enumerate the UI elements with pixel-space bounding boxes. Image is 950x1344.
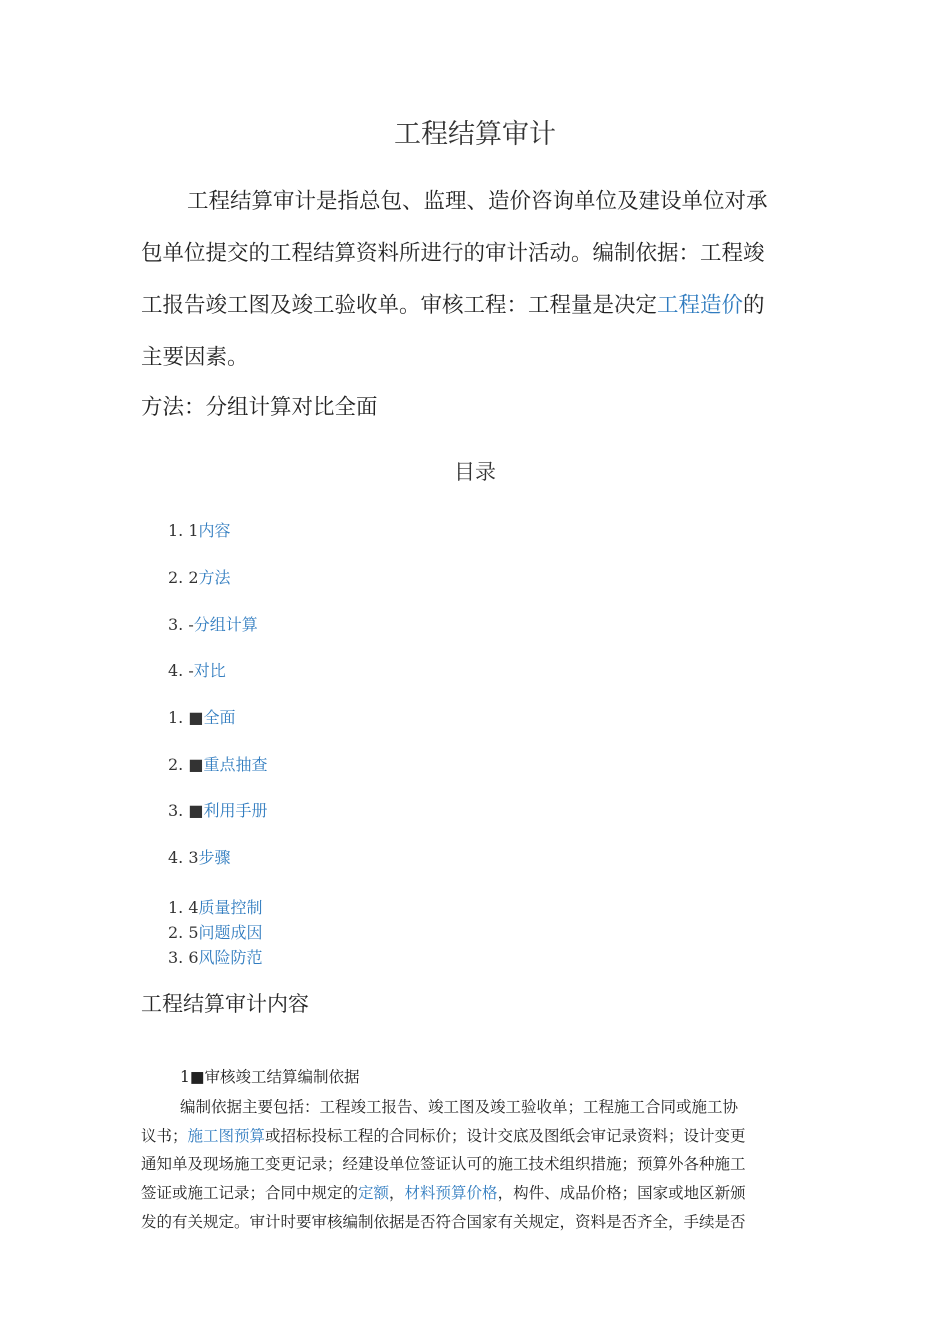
page-title: 工程结算审计 — [394, 119, 556, 150]
toc-item[interactable]: 1. 4质量控制 — [168, 898, 263, 917]
link-cost[interactable]: 工程造价 — [657, 293, 744, 318]
link-material-price[interactable]: 材料预算价格 — [404, 1184, 498, 1202]
sub-heading-text: 审核竣工结算编制依据 — [204, 1068, 360, 1086]
intro-line: 包单位提交的工程结算资料所进行的审计活动。编制依据：工程竣 — [141, 241, 765, 266]
toc-item[interactable]: 2. 5问题成因 — [168, 923, 263, 942]
body-line: 议书；施工图预算或招标投标工程的合同标价；设计交底及图纸会审记录资料；设计变更 — [141, 1127, 746, 1145]
toc-item[interactable]: 2. 2方法 — [168, 568, 231, 587]
toc-title: 目录 — [454, 460, 496, 484]
intro-text: 工报告竣工图及竣工验收单。审核工程：工程量是决定 — [141, 293, 658, 318]
sub-heading-num: 1■ — [180, 1068, 205, 1086]
method-line: 方法：分组计算对比全面 — [141, 395, 378, 420]
intro-text: 的 — [743, 293, 765, 318]
toc-item[interactable]: 1. 1内容 — [168, 521, 231, 540]
sub-heading — [180, 1065, 360, 1087]
body-line: 通知单及现场施工变更记录；经建设单位签证认可的施工技术组织措施；预算外各种施工 — [141, 1155, 746, 1173]
toc-item[interactable]: 1. ■全面 — [168, 708, 236, 727]
section-heading: 工程结算审计内容 — [141, 992, 309, 1016]
intro-line: 工程结算审计是指总包、监理、造价咨询单位及建设单位对承 — [187, 189, 768, 214]
toc-item[interactable]: 4. -对比 — [168, 661, 226, 680]
link-construction-budget[interactable]: 施工图预算 — [187, 1127, 266, 1145]
toc-item[interactable]: 4. 3步骤 — [168, 848, 231, 867]
body-line: 发的有关规定。审计时要审核编制依据是否符合国家有关规定，资料是否齐全，手续是否 — [141, 1213, 746, 1231]
toc-item[interactable]: 3. ■利用手册 — [168, 801, 268, 820]
toc-item[interactable]: 3. 6风险防范 — [168, 948, 263, 967]
toc-item[interactable]: 3. -分组计算 — [168, 615, 258, 634]
body-line: 编制依据主要包括：工程竣工报告、竣工图及竣工验收单；工程施工合同或施工协 — [180, 1098, 739, 1116]
intro-line — [141, 288, 801, 319]
link-quota[interactable]: 定额 — [358, 1184, 390, 1202]
toc-item[interactable]: 2. ■重点抽查 — [168, 755, 268, 774]
intro-line: 主要因素。 — [141, 345, 249, 370]
body-line: 签证或施工记录；合同中规定的定额，材料预算价格，构件、成品价格；国家或地区新颁 — [141, 1184, 746, 1202]
